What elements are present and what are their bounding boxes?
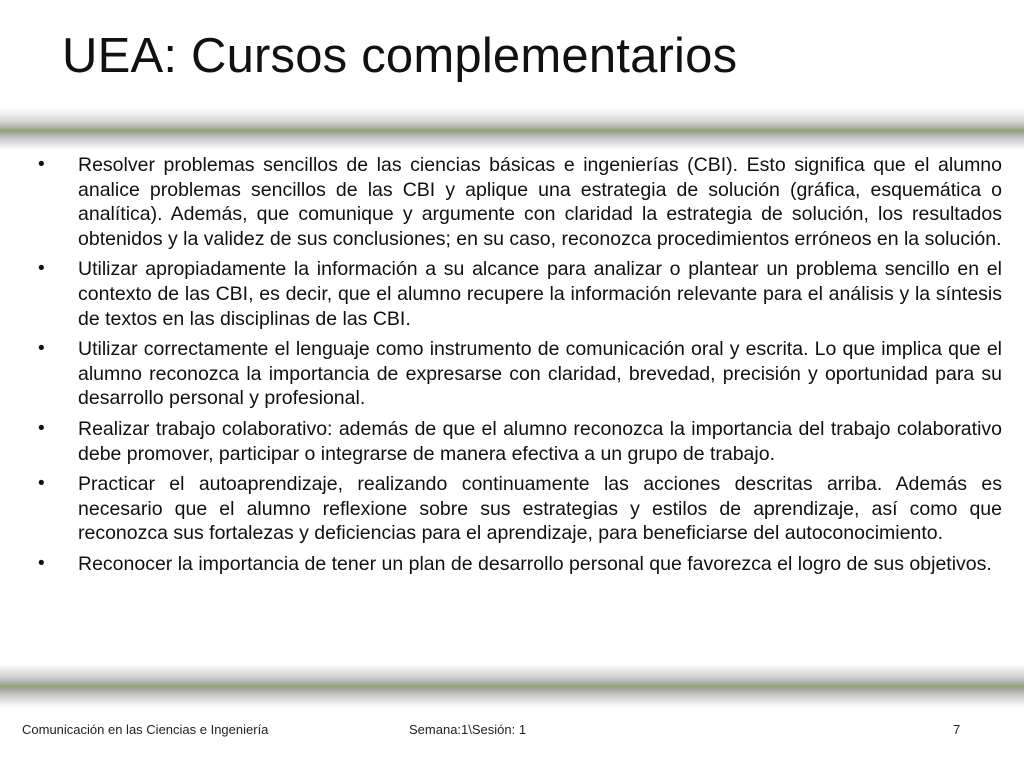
bullet-text: Utilizar correctamente el lenguaje como instrumento de comunicación oral y escrita. Lo que implica que el alumno reconozca la importancia de expresarse con claridad, brevedad, precisión y oportunidad para su desarrollo personal y profesional.	[78, 338, 1002, 410]
bullet-icon: •	[38, 552, 45, 574]
bullet-text: Resolver problemas sencillos de las ciencias básicas e ingenierías (CBI). Esto significa que el alumno analice problemas sencillos de las CBI y aplique una estrategia de solución (gráfica, esquemática o analítica). Además, que comunique y argumente con claridad la estrategia de solución, los resultados obtenidos y la validez de sus conclusiones; en su caso, reconozca procedimientos erróneos en la solución.	[78, 154, 1002, 250]
bullet-icon: •	[38, 258, 45, 280]
bullet-text: Reconocer la importancia de tener un plan de desarrollo personal que favorezca el logro de sus objetivos.	[78, 552, 992, 575]
slide-title: UEA: Cursos complementarios	[62, 29, 738, 83]
bullet-item	[30, 257, 1002, 331]
bullet-item	[30, 552, 1002, 577]
bullet-list	[30, 153, 1002, 577]
top-decorative-band	[0, 108, 1024, 150]
footer-course-name: Comunicación en las Ciencias e Ingeniería	[22, 722, 269, 737]
bullet-icon: •	[38, 417, 45, 439]
bullet-item	[30, 417, 1002, 466]
footer-page-number: 7	[953, 722, 961, 737]
bullet-icon: •	[38, 154, 45, 175]
bullet-icon: •	[38, 338, 45, 360]
bullet-text: Realizar trabajo colaborativo: además de que el alumno reconozca la importancia del trabajo colaborativo debe promover, participar o integrarse de manera efectiva a un grupo de trabajo.	[78, 417, 1002, 465]
bullet-text: Practicar el autoaprendizaje, realizando continuamente las acciones descritas arriba. Además es necesario que el alumno reflexione sobre sus estrategias y estilos de aprendizaje, así como que reconozca sus fortalezas y deficiencias para el aprendizaje, para beneficiarse del autoconocimiento.	[78, 473, 1002, 545]
slide-content	[30, 153, 1002, 583]
bullet-item	[30, 472, 1002, 546]
bullet-item	[30, 153, 1002, 251]
footer-week-session: Semana:1\Sesión: 1	[409, 722, 527, 737]
bullet-icon: •	[38, 473, 45, 495]
bottom-decorative-band	[0, 664, 1024, 708]
bullet-item	[30, 337, 1002, 411]
bullet-text: Utilizar apropiadamente la información a su alcance para analizar o plantear un problema sencillo en el contexto de las CBI, es decir, que el alumno recupere la información relevante para el análisis y la síntesis de textos en las disciplinas de las CBI.	[78, 258, 1002, 330]
